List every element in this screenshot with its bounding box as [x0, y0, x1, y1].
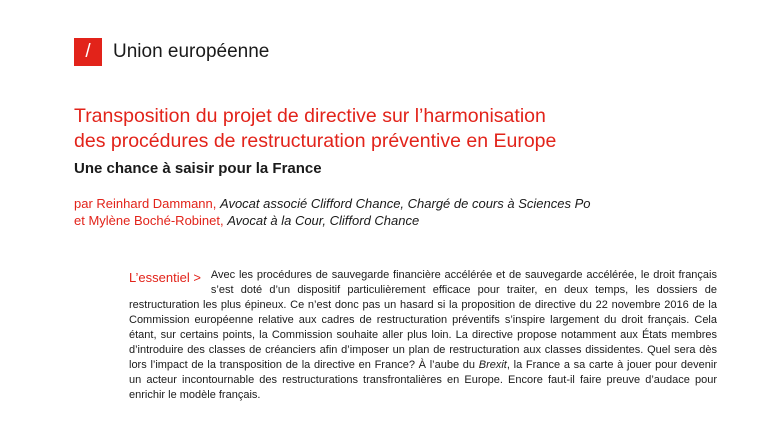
essentiel-block — [129, 268, 717, 403]
byline — [74, 195, 714, 229]
rubric-label: Union européenne — [113, 41, 270, 62]
essentiel-text-part-2: , la France a sa carte à jouer pour devenir un acteur incontournable des restructurations transfrontalières en Europe. Encore faut-il faire preuve d’audace pour enrichir le modèle français. — [129, 359, 717, 401]
article-subtitle: Une chance à saisir pour la France — [74, 160, 322, 177]
essentiel-text-part-1: Avec les procédures de sauvegarde financière accélérée et de sauvegarde accélérée, le droit français s’est doté d’un dispositif particulièrement efficace pour traiter, en deux temps, les dossiers de restructuration les plus épineux. Ce n’est donc pas un hasard si la proposition de directive du 22 novembre 2016 de la Commission européenne relative aux cadres de restructuration préventifs s’inspire largement du droit français. Cela étant, sur certains points, la Commission souhaite aller plus loin. La directive propose notamment aux États membres d’introduire des classes de créanciers afin d’imposer un plan de restructuration aux classes dissidentes. Quel sera dès lors l’impact de la transposition de la directive en France? À l’aube du — [129, 269, 717, 371]
author-name: Mylène Boché-Robinet — [88, 213, 220, 228]
author-separator: , — [212, 196, 217, 211]
author-separator: , — [220, 213, 224, 228]
section-rubric — [74, 38, 269, 66]
article-title-line-1: Transposition du projet de directive sur l’harmonisation — [74, 105, 546, 127]
author-name: Reinhard Dammann — [96, 196, 213, 211]
essentiel-label: L’essentiel > — [129, 270, 201, 285]
essentiel-text-italic: Brexit — [478, 359, 507, 371]
article-title-line-2: des procédures de restructuration préventive en Europe — [74, 130, 557, 152]
author-role: Avocat associé Clifford Chance, Chargé de cours à Sciences Po — [220, 196, 591, 211]
essentiel-text — [129, 269, 717, 401]
author-role: Avocat à la Cour, Clifford Chance — [227, 213, 420, 228]
rubric-slash-icon: / — [74, 38, 102, 66]
author-connector: et — [74, 213, 85, 228]
article-title — [74, 104, 674, 154]
author-line-1 — [74, 195, 714, 212]
author-line-2 — [74, 212, 714, 229]
byline-prefix: par — [74, 196, 93, 211]
